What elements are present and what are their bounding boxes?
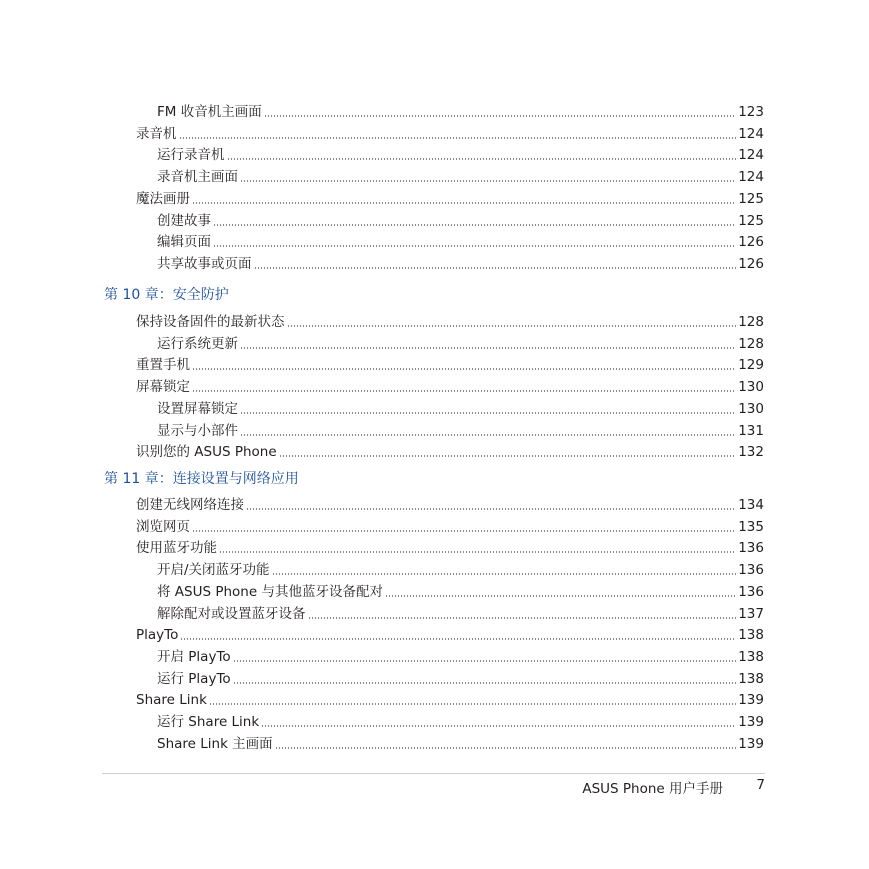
toc-entry[interactable] — [157, 398, 764, 418]
toc-entry-title: 创建无线网络连接 — [136, 497, 244, 513]
toc-entry-title: 开启/关闭蓝牙功能 — [157, 562, 270, 579]
toc-entry[interactable] — [157, 420, 764, 440]
toc-entry-page: 135 — [738, 518, 764, 535]
dot-leader — [240, 347, 736, 349]
dot-leader — [240, 180, 736, 182]
toc-entry[interactable] — [136, 311, 764, 331]
dot-leader — [264, 115, 737, 117]
toc-entry-title: 使用蓝牙功能 — [136, 540, 217, 557]
dot-leader — [240, 434, 736, 436]
dot-leader — [275, 747, 737, 749]
dot-leader — [272, 573, 737, 575]
toc-entry-title: 解除配对或设置蓝牙设备 — [157, 605, 306, 622]
toc-entry-title: FM 收音机主画面 — [157, 104, 262, 120]
dot-leader — [279, 455, 737, 457]
toc-entry-page: 123 — [738, 104, 764, 120]
toc-entry-page: 130 — [738, 400, 764, 417]
toc-entry[interactable] — [136, 624, 764, 644]
toc-entry[interactable] — [136, 537, 764, 557]
dot-leader — [192, 368, 736, 370]
toc-entry-page: 139 — [738, 735, 764, 752]
toc-entry-page: 134 — [738, 497, 764, 513]
toc-entry-title: 录音机主画面 — [157, 169, 238, 186]
toc-entry-page: 138 — [738, 648, 764, 665]
toc-entry-page: 138 — [738, 670, 764, 687]
toc-entry[interactable] — [157, 559, 764, 579]
toc-entry-title: 运行 Share Link — [157, 714, 260, 730]
toc-entry-page: 131 — [738, 422, 764, 439]
toc-entry-title: 显示与小部件 — [157, 422, 238, 439]
toc-entry[interactable] — [136, 516, 764, 536]
toc-entry[interactable] — [136, 188, 764, 208]
toc-entry-page: 129 — [738, 357, 764, 374]
toc-entry[interactable] — [136, 123, 764, 143]
toc-entry-title: 运行录音机 — [157, 147, 225, 164]
dot-leader — [385, 595, 736, 597]
toc-entry-page: 125 — [738, 212, 764, 229]
toc-entry-title: 创建故事 — [157, 212, 211, 229]
toc-entry-title: 重置手机 — [136, 357, 190, 374]
toc-entry-page: 126 — [738, 234, 764, 251]
toc-entry-title: 浏览网页 — [136, 518, 190, 535]
dot-leader — [246, 508, 736, 510]
toc-entry[interactable] — [136, 376, 764, 396]
toc-entry-title: 编辑页面 — [157, 234, 211, 251]
dot-leader — [287, 325, 737, 327]
dot-leader — [192, 202, 736, 204]
toc-entry-page: 124 — [738, 169, 764, 186]
dot-leader — [179, 137, 737, 139]
toc-entry-title: 设置屏幕锁定 — [157, 400, 238, 417]
toc-entry-title: 识别您的 ASUS Phone — [136, 444, 277, 461]
toc-entry-title: 保持设备固件的最新状态 — [136, 314, 285, 330]
toc-entry-page: 128 — [738, 335, 764, 352]
toc-entry-title: 开启 PlayTo — [157, 648, 231, 665]
toc-entry-page: 136 — [738, 562, 764, 579]
toc-entry-title: 魔法画册 — [136, 190, 190, 207]
toc-entry-title: 将 ASUS Phone 与其他蓝牙设备配对 — [157, 583, 383, 600]
toc-entry-page: 126 — [738, 255, 764, 272]
dot-leader — [308, 617, 737, 619]
toc-entry-page: 136 — [738, 583, 764, 600]
chapter-heading: 第 10 章：安全防护 — [104, 287, 229, 303]
dot-leader — [254, 267, 737, 269]
toc-entry[interactable] — [157, 333, 764, 353]
dot-leader — [213, 224, 736, 226]
toc-entry-page: 130 — [738, 379, 764, 396]
toc-entry[interactable] — [157, 166, 764, 186]
toc-entry[interactable] — [157, 668, 764, 688]
dot-leader — [233, 660, 737, 662]
toc-entry-title: Share Link — [136, 692, 207, 709]
toc-entry-title: 共享故事或页面 — [157, 255, 252, 272]
toc-entry-title: 运行 PlayTo — [157, 670, 231, 687]
toc-entry-page: 128 — [738, 314, 764, 330]
toc-entry-page: 132 — [738, 444, 764, 461]
toc-entry-page: 139 — [738, 692, 764, 709]
toc-entry[interactable] — [157, 101, 764, 121]
toc-entry-title: 屏幕锁定 — [136, 379, 190, 396]
dot-leader — [213, 245, 736, 247]
toc-entry[interactable] — [136, 354, 764, 374]
footer-manual-title: ASUS Phone 用户手册 — [582, 781, 723, 797]
chapter-heading: 第 11 章：连接设置与网络应用 — [104, 471, 299, 487]
toc-entry-title: Share Link 主画面 — [157, 735, 273, 752]
toc-entry-page: 125 — [738, 190, 764, 207]
dot-leader — [180, 638, 736, 640]
toc-entry[interactable] — [157, 210, 764, 230]
toc-entry-page: 136 — [738, 540, 764, 557]
toc-entry[interactable] — [157, 733, 764, 753]
dot-leader — [233, 682, 737, 684]
toc-entry[interactable] — [157, 646, 764, 666]
toc-entry[interactable] — [157, 144, 764, 164]
toc-entry-title: 录音机 — [136, 125, 177, 142]
dot-leader — [227, 158, 737, 160]
toc-entry[interactable] — [157, 711, 764, 731]
toc-entry[interactable] — [157, 581, 764, 601]
toc-entry-page: 124 — [738, 147, 764, 164]
footer-divider — [102, 773, 765, 774]
toc-entry[interactable] — [136, 689, 764, 709]
toc-entry[interactable] — [157, 231, 764, 251]
dot-leader — [192, 530, 736, 532]
dot-leader — [240, 412, 736, 414]
toc-entry-page: 139 — [738, 714, 764, 730]
dot-leader — [261, 725, 736, 727]
dot-leader — [209, 703, 736, 705]
dot-leader — [192, 390, 736, 392]
toc-entry[interactable] — [136, 494, 764, 514]
toc-entry[interactable] — [136, 441, 764, 461]
dot-leader — [219, 551, 736, 553]
toc-entry[interactable] — [157, 253, 764, 273]
footer-page-number: 7 — [756, 777, 765, 793]
toc-entry[interactable] — [157, 603, 764, 623]
toc-entry-title: 运行系统更新 — [157, 335, 238, 352]
toc-entry-title: PlayTo — [136, 627, 179, 644]
toc-entry-page: 124 — [738, 125, 764, 142]
toc-entry-page: 138 — [738, 627, 764, 644]
toc-entry-page: 137 — [738, 605, 764, 622]
